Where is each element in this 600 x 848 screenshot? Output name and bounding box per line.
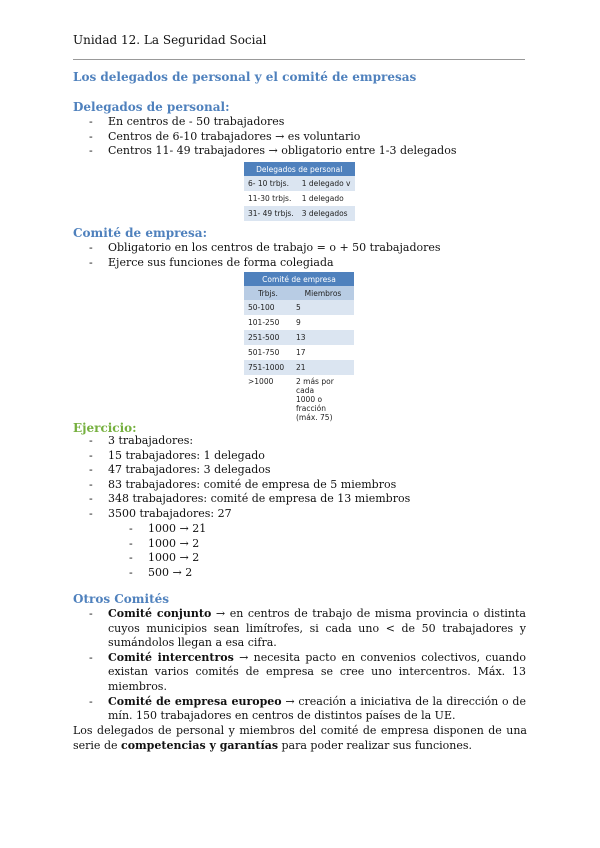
page-header: Unidad 12. La Seguridad Social (73, 33, 267, 47)
comite-heading: Comité de empresa: (73, 226, 208, 240)
table-cell: 501-750 (244, 345, 292, 360)
closing-text: Los delegados de personal y miembros del comité de empresa disponen de una serie de (73, 724, 527, 752)
table-row (244, 176, 355, 191)
table-cell: 9 (292, 315, 354, 330)
list-item: - 1000 → 2 (126, 537, 206, 552)
list-item: - 3500 trabajadores: 27 (86, 507, 410, 522)
table-row (244, 206, 355, 221)
ejercicio-sub-list (126, 522, 206, 580)
list-item: - 1000 → 2 (126, 551, 206, 566)
term-bold: Comité intercentros (108, 650, 234, 664)
term-text: → creación a iniciativa de la dirección o de mín. 150 trabajadores en centros de distintos países de la UE. (108, 694, 526, 723)
table-cell: 751-1000 (244, 360, 292, 375)
list-item: - 1000 → 21 (126, 522, 206, 537)
table-cell: 251-500 (244, 330, 292, 345)
table-cell (292, 375, 354, 424)
table-cell: 50-100 (244, 300, 292, 315)
delegados-table (244, 162, 355, 221)
list-item (86, 651, 526, 695)
ejercicio-heading: Ejercicio: (73, 421, 137, 435)
list-item: - Ejerce sus funciones de forma colegiada (86, 256, 441, 271)
table-cell: 1 delegado (298, 191, 355, 206)
column-header-miembros: Miembros (292, 286, 354, 300)
table-cell: 3 delegados (298, 206, 355, 221)
ejercicio-list (86, 434, 410, 522)
table-cell: 5 (292, 300, 354, 315)
list-item (86, 695, 526, 724)
closing-bold: competencias y garantías (121, 739, 279, 752)
header-divider (73, 59, 525, 60)
cell-line: 2 más por cada (296, 377, 334, 395)
list-item: - 348 trabajadores: comité de empresa de 13 miembros (86, 492, 410, 507)
table-row (244, 345, 354, 360)
comite-list (86, 241, 441, 270)
closing-text: para poder realizar sus funciones. (278, 739, 473, 752)
list-item: - Obligatorio en los centros de trabajo = o + 50 trabajadores (86, 241, 441, 256)
list-item: - 83 trabajadores: comité de empresa de 5 miembros (86, 478, 410, 493)
table-row (244, 315, 354, 330)
main-title: Los delegados de personal y el comité de empresas (73, 70, 417, 84)
table-row (244, 360, 354, 375)
otros-list (86, 607, 526, 724)
table-title: Delegados de personal (244, 162, 355, 176)
table-row (244, 191, 355, 206)
delegados-heading: Delegados de personal: (73, 100, 230, 114)
term-bold: Comité conjunto (108, 607, 212, 620)
list-item: - 500 → 2 (126, 566, 206, 581)
list-item: - 47 trabajadores: 3 delegados (86, 463, 410, 478)
table-cell: 31- 49 trbjs. (244, 206, 298, 221)
term-text: → necesita pacto en convenios colectivos, cuando existan varios comités de empresa se cree uno intercentros. Máx. 13 miembros. (108, 650, 526, 693)
cell-line: 1000 o fracción (296, 395, 326, 413)
list-item: - 3 trabajadores: (86, 434, 410, 449)
list-item: - 15 trabajadores: 1 delegado (86, 449, 410, 464)
table-cell: >1000 (244, 375, 292, 424)
table-cell: 6- 10 trbjs. (244, 176, 298, 191)
cell-line: (máx. 75) (296, 413, 333, 422)
column-header-trbjs: Trbjs. (244, 286, 292, 300)
list-item (86, 607, 526, 651)
table-cell: 101-250 (244, 315, 292, 330)
table-cell: 21 (292, 360, 354, 375)
list-item: - Centros 11- 49 trabajadores → obligatorio entre 1-3 delegados (86, 144, 456, 159)
table-row (244, 375, 354, 424)
table-row (244, 330, 354, 345)
table-cell: 1 delegado v (298, 176, 355, 191)
otros-heading: Otros Comités (73, 592, 169, 606)
table-row (244, 300, 354, 315)
table-cell: 11-30 trbjs. (244, 191, 298, 206)
term-text: → en centros de trabajo de misma provincia o distinta cuyos municipios sean limítrofes, si cada uno < de 50 trabajadores y sumándolos llegan a esa cifra. (108, 607, 526, 650)
term-bold: Comité de empresa europeo (108, 694, 282, 708)
delegados-list (86, 115, 456, 159)
list-item: - Centros de 6-10 trabajadores → es voluntario (86, 130, 456, 145)
table-title: Comité de empresa (244, 272, 354, 286)
table-cell: 17 (292, 345, 354, 360)
comite-table (244, 272, 354, 424)
closing-paragraph (73, 723, 527, 753)
table-header-row (244, 286, 354, 300)
list-item: - En centros de - 50 trabajadores (86, 115, 456, 130)
table-cell: 13 (292, 330, 354, 345)
